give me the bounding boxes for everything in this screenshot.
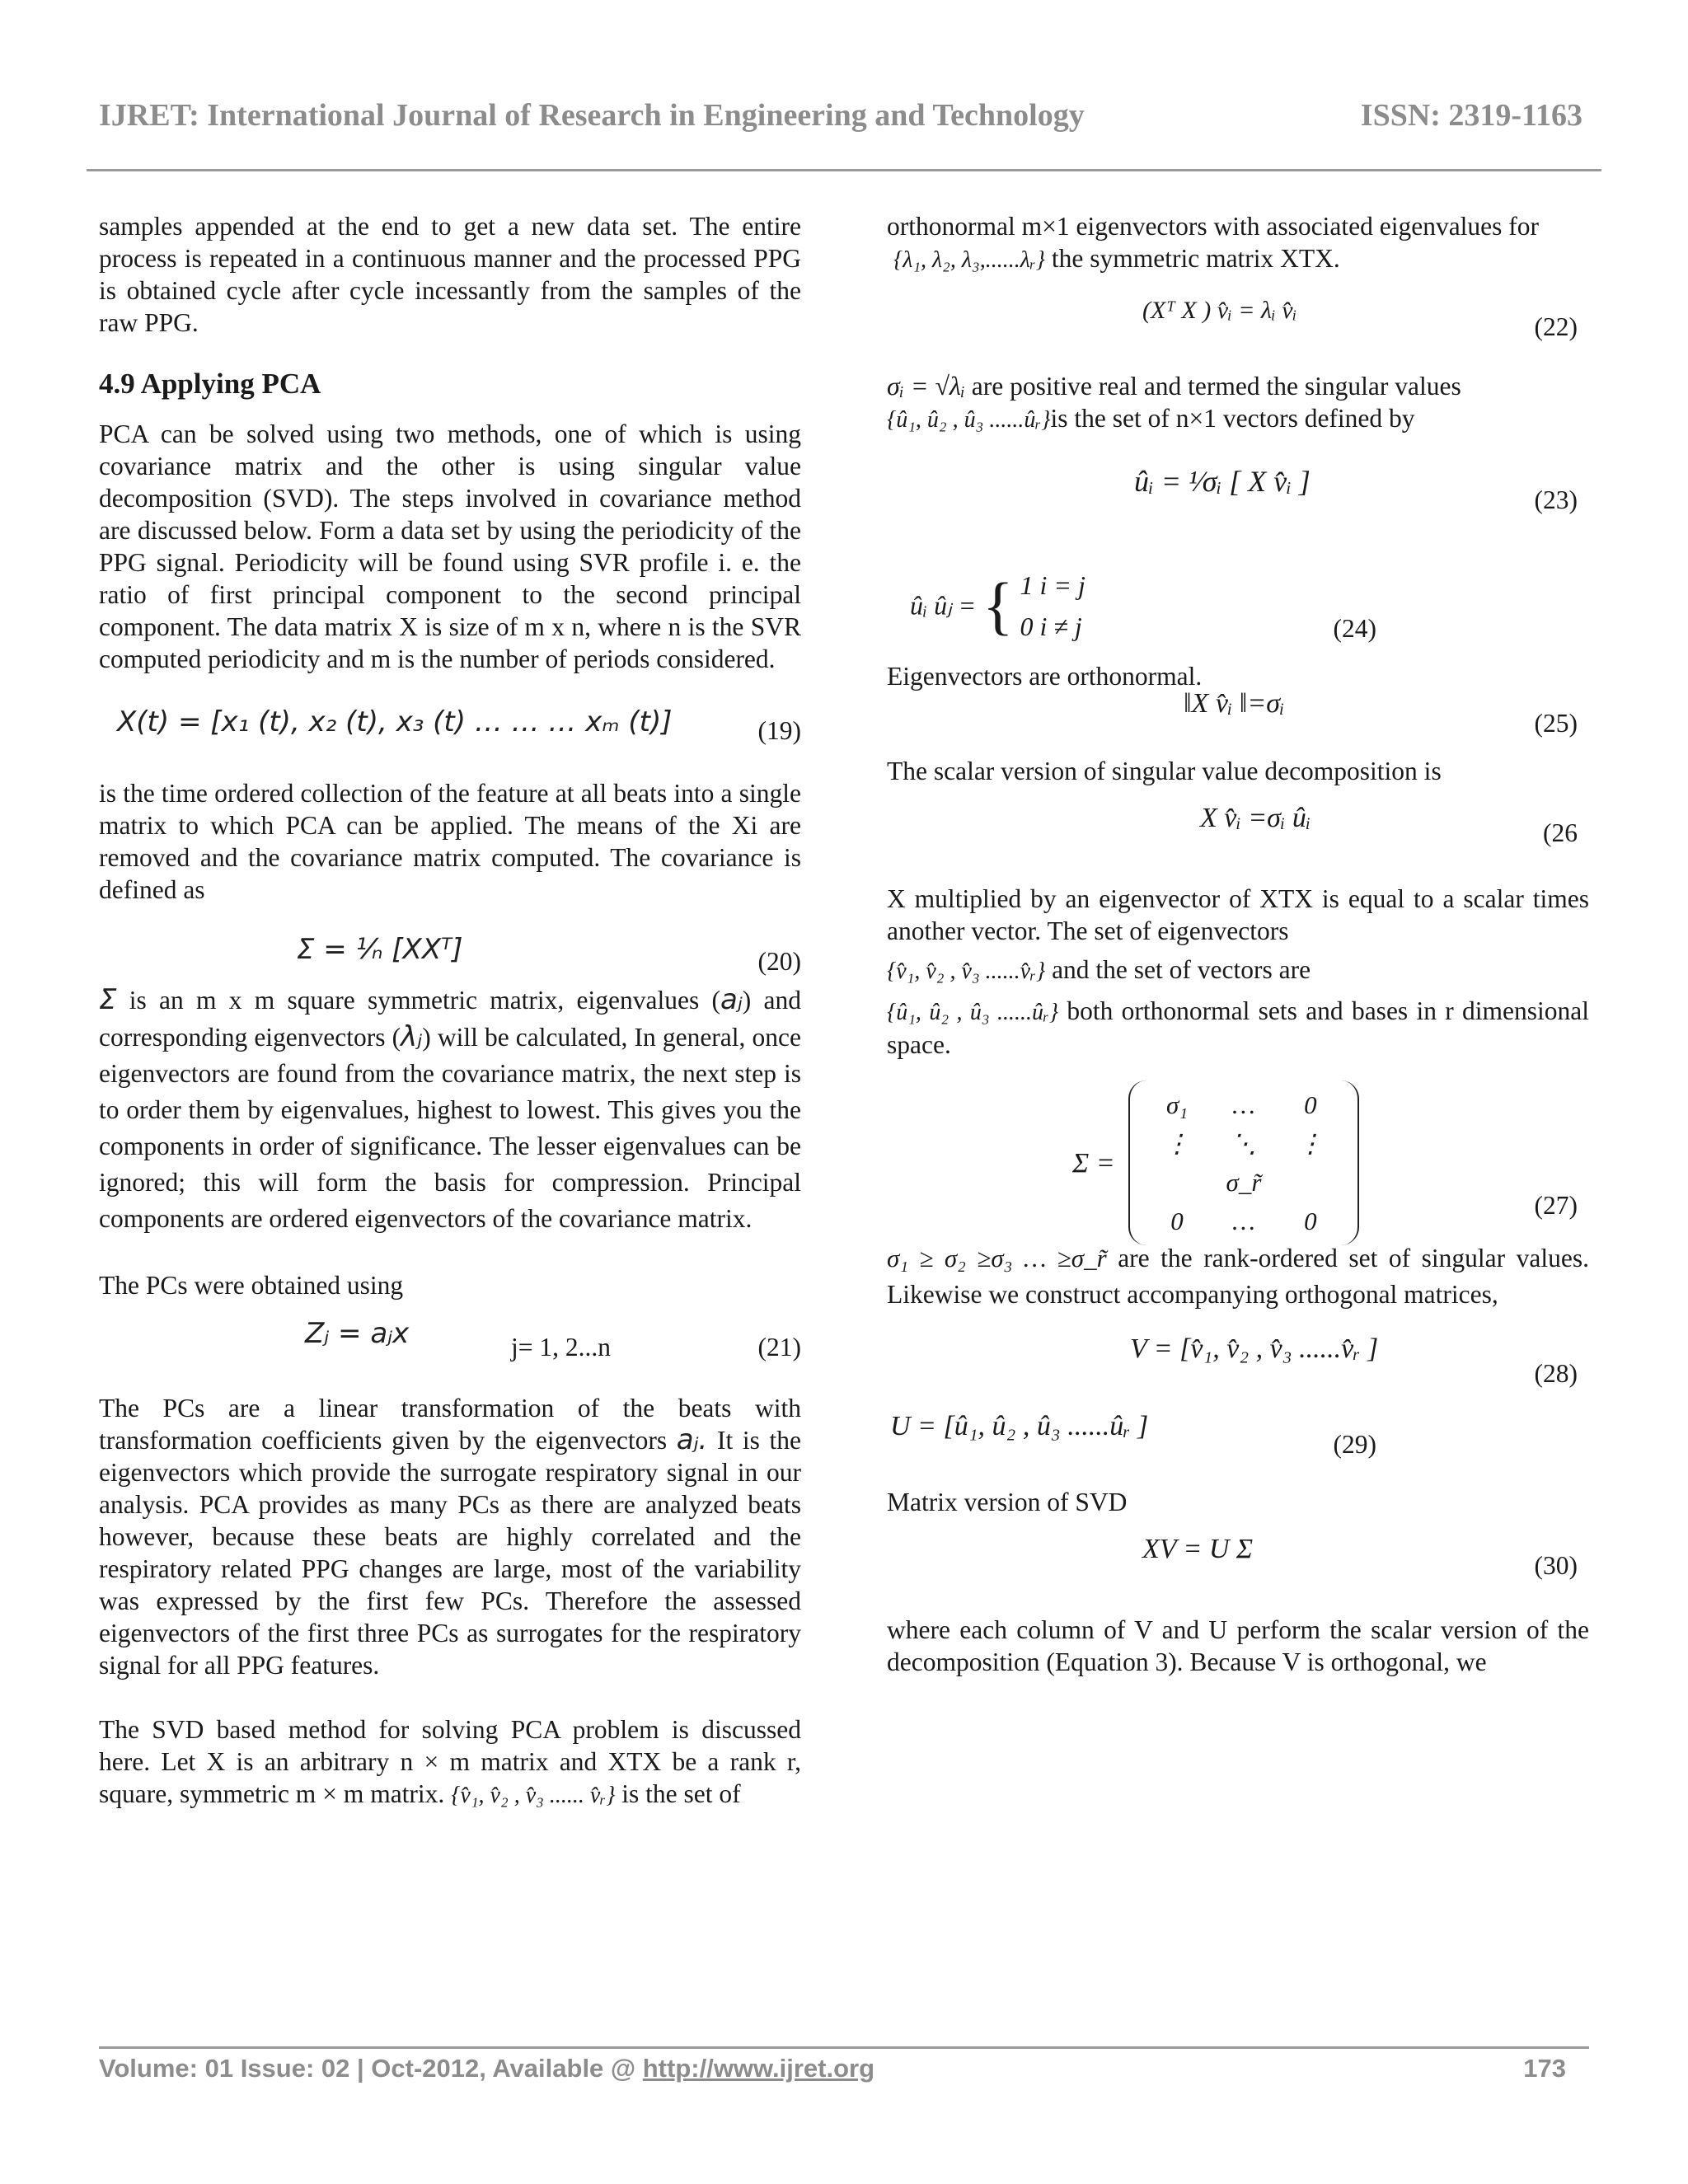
- sigma-matrix: [1128, 1080, 1360, 1245]
- equation-text: Σ = ¹⁄ₙ [XXᵀ]: [297, 933, 463, 966]
- equation-cases: [1020, 565, 1085, 647]
- equation-24-body: [910, 565, 1085, 647]
- paragraph: The PCs were obtained using: [99, 1271, 404, 1300]
- section-heading: 4.9 Applying PCA: [99, 368, 321, 400]
- equation-number: (30): [1534, 1551, 1578, 1580]
- case-line: 1 i = j: [1020, 570, 1085, 600]
- matrix-cell: σ₁: [1165, 1090, 1189, 1119]
- equation-28: [887, 1328, 1589, 1410]
- footer-divider: [99, 2046, 1589, 2049]
- inequality: σ₁ ≥ σ₂ ≥σ₃ … ≥σ_r̃: [887, 1244, 1107, 1272]
- equation-30: [887, 1530, 1589, 1604]
- matrix-cell: [1146, 1163, 1208, 1202]
- equation-number: (21): [757, 1333, 801, 1361]
- equation-text: ûᵢ = ¹⁄σᵢ [ X v̂ᵢ ]: [1134, 465, 1311, 498]
- equation-number: (19): [757, 716, 801, 745]
- paragraph: where each column of V and U perform the scalar version of the decomposition (Equation 3). Because V is orthogonal, we: [887, 1615, 1589, 1676]
- alpha-j-symbol: aⱼ: [720, 983, 743, 1016]
- paragraph-text: are positive real and termed the singular values: [971, 372, 1461, 401]
- journal-link[interactable]: http://www.ijret.org: [642, 2054, 875, 2083]
- paragraph-text: are the rank-ordered set of singular values. Likewise we construct accompanying orthogonal matrices,: [887, 1244, 1590, 1309]
- paragraph-text: is the set of: [615, 1779, 741, 1808]
- matrix-cell: ⋮: [1297, 1129, 1324, 1158]
- paragraph: [887, 947, 1589, 995]
- sigma-symbol: Σ: [99, 983, 117, 1016]
- vector-set: {û₁, û₂ , û₃ ......ûᵣ}: [887, 1000, 1059, 1025]
- paragraph: X multiplied by an eigenvector of XTX is equal to a scalar times another vector. The set of eigenvectors: [887, 884, 1589, 945]
- paragraph: PCA can be solved using two methods, one of which is using covariance matrix and the other is using singular value decomposition (SVD). The steps involved in covariance method are discussed below. Form a data set by using the periodicity of the PPG signal. Periodicity will be found using SVR profile i. e. the ratio of first principal component to the second principal component. The data matrix X is size of m x n, where n is the SVR computed periodicity and m is the number of periods considered.: [99, 419, 801, 673]
- paragraph: [887, 402, 1589, 436]
- right-column: [887, 210, 1589, 1678]
- paragraph-text: and the set of vectors are: [1052, 955, 1311, 984]
- paragraph: [887, 1240, 1589, 1313]
- paragraph-text: the symmetric matrix XTX.: [1051, 244, 1340, 273]
- sigma-definition: σᵢ = √λᵢ: [887, 371, 965, 401]
- header-divider: [87, 169, 1601, 171]
- equation-24: [887, 553, 1589, 652]
- equation-text: X v̂ᵢ =σᵢ ûᵢ: [1200, 803, 1311, 833]
- left-column: [99, 210, 801, 1811]
- equation-number: (23): [1534, 485, 1578, 514]
- paragraph: Matrix version of SVD: [887, 1488, 1128, 1516]
- paragraph-text: It is the eigenvectors which provide the surrogate respiratory signal in our analysis. PCA provides as many PCs as there are analyzed beats however, because these beats are highly correlated and the respiratory related PPG changes are large, most of the variability was expressed by the first few PCs. Therefore the assessed eigenvectors of the first three PCs as surrogates for the respiratory signal for all PPG features.: [99, 1426, 801, 1680]
- equation-text: XV = U Σ: [1142, 1534, 1254, 1564]
- equation-number: (26: [1543, 818, 1578, 847]
- paragraph-text: is the set of n×1 vectors defined by: [1050, 404, 1415, 433]
- equation-range: j= 1, 2...n: [511, 1333, 612, 1361]
- equation-29: [887, 1410, 1589, 1481]
- paragraph: orthonormal m×1 eigenvectors with associated eigenvalues for: [887, 212, 1540, 241]
- matrix-cell: 0: [1170, 1207, 1184, 1235]
- page-footer: [99, 2054, 1566, 2083]
- equation-text: U = [û₁, û₂ , û₃ ......ûᵣ ]: [890, 1411, 1149, 1441]
- paragraph: Eigenvectors are orthonormal.: [887, 662, 1203, 691]
- equation-text: V = [v̂₁, v̂₂ , v̂₃ ......v̂ᵣ ]: [1130, 1333, 1379, 1364]
- matrix-cell: ⋱: [1231, 1129, 1257, 1158]
- paragraph-text: both orthonormal sets and bases in r dimensional space.: [887, 996, 1589, 1059]
- paragraph: samples appended at the end to get a new data set. The entire process is repeated in a continuous manner and the processed PPG is obtained cycle after cycle incessantly from the samples of the raw PPG.: [99, 212, 801, 337]
- paragraph-text: is an m x m square symmetric matrix, eigenvalues (: [116, 986, 720, 1015]
- equation-number: (28): [1534, 1359, 1578, 1388]
- paragraph: [99, 982, 801, 1237]
- paragraph-text: ) will be calculated, In general, once eigenvectors are found from the covariance matrix, the next step is to order them by eigenvalues, highest to lowest. This gives you the components in order of significance. The lesser eigenvalues can be ignored; this will form the basis for compression. Principal components are ordered eigenvectors of the covariance matrix.: [99, 1023, 801, 1233]
- lambda-j-symbol: λⱼ: [401, 1020, 423, 1053]
- paragraph-text: The SVD based method for solving PCA problem is discussed here. Let X is an arbitrary n × m matrix and XTX be a rank r, square, symmetric m × m matrix.: [99, 1715, 801, 1808]
- paragraph-text: ) and corresponding eigenvectors (: [99, 986, 801, 1052]
- matrix-cell: …: [1232, 1207, 1255, 1235]
- journal-title: IJRET: International Journal of Research in Engineering and Technology: [99, 98, 1085, 133]
- matrix-cell: …: [1232, 1090, 1255, 1119]
- eigenvalue-set: {λ₁, λ₂, λ₃,......λᵣ}: [893, 247, 1045, 273]
- equation-number: (22): [1534, 312, 1578, 341]
- paragraph: [99, 1392, 801, 1681]
- equation-25: [887, 688, 1589, 750]
- vector-set: {v̂₁, v̂₂ , v̂₃ ......v̂ᵣ}: [887, 958, 1046, 984]
- matrix-cell: 0: [1304, 1207, 1317, 1235]
- case-line: 0 i ≠ j: [1020, 612, 1082, 641]
- equation-lhs: ûᵢ ûⱼ =: [910, 590, 977, 621]
- issn-label: ISSN: 2319-1163: [1360, 98, 1582, 133]
- matrix-equation: [1072, 1080, 1359, 1245]
- equation-27: [887, 1080, 1589, 1235]
- equation-21: [99, 1315, 801, 1384]
- vector-set: {v̂₁, v̂₂ , v̂₃ ...... v̂ᵣ}: [451, 1783, 616, 1808]
- paragraph-text: The PCs are a linear transformation of the beats with transformation coefficients given by the eigenvectors: [99, 1394, 801, 1455]
- equation-22: [887, 291, 1589, 362]
- matrix-cell: σ_r̃: [1226, 1168, 1262, 1197]
- equation-text: Zⱼ = aⱼx: [305, 1317, 410, 1350]
- equation-20: [99, 922, 801, 982]
- equation-23: [887, 451, 1589, 550]
- equation-number: (27): [1534, 1191, 1578, 1220]
- equation-number: (25): [1534, 709, 1578, 738]
- equation-number: (24): [1333, 614, 1376, 643]
- paragraph: [887, 995, 1589, 1061]
- matrix-cell: ⋮: [1164, 1129, 1190, 1158]
- equation-26: [887, 795, 1589, 874]
- brace-symbol: {: [982, 569, 1014, 641]
- equation-number: (20): [757, 947, 801, 976]
- paragraph: is the time ordered collection of the feature at all beats into a single matrix to which PCA can be applied. The means of the Xi are removed and the covariance matrix computed. The covariance is defined as: [99, 779, 801, 904]
- paragraph: [887, 370, 1589, 402]
- footer-text: Volume: 01 Issue: 02 | Oct-2012, Available @: [99, 2054, 643, 2083]
- alpha-j-symbol: aⱼ.: [676, 1423, 708, 1456]
- equation-number: (29): [1333, 1430, 1376, 1459]
- vector-set: {û₁, û₂ , û₃ ......ûᵣ}: [887, 407, 1051, 433]
- equation-text: X(t) = [x₁ (t), x₂ (t), x₃ (t) … … … xₘ (t)]: [117, 705, 673, 738]
- matrix-cell: 0: [1304, 1090, 1317, 1119]
- paragraph: [887, 242, 1589, 276]
- equation-19: [99, 700, 801, 766]
- page-number: 173: [1523, 2054, 1566, 2083]
- paragraph: The scalar version of singular value decomposition is: [887, 757, 1442, 785]
- equation-lhs: Σ =: [1072, 1147, 1115, 1179]
- equation-text: (Xᵀ X ) v̂ᵢ = λᵢ v̂ᵢ: [1142, 297, 1297, 324]
- page-header: [99, 97, 1582, 147]
- matrix-cell: [1279, 1163, 1341, 1202]
- equation-text: ‖X v̂ᵢ ‖=σᵢ: [1184, 688, 1285, 719]
- paragraph: [99, 1713, 801, 1811]
